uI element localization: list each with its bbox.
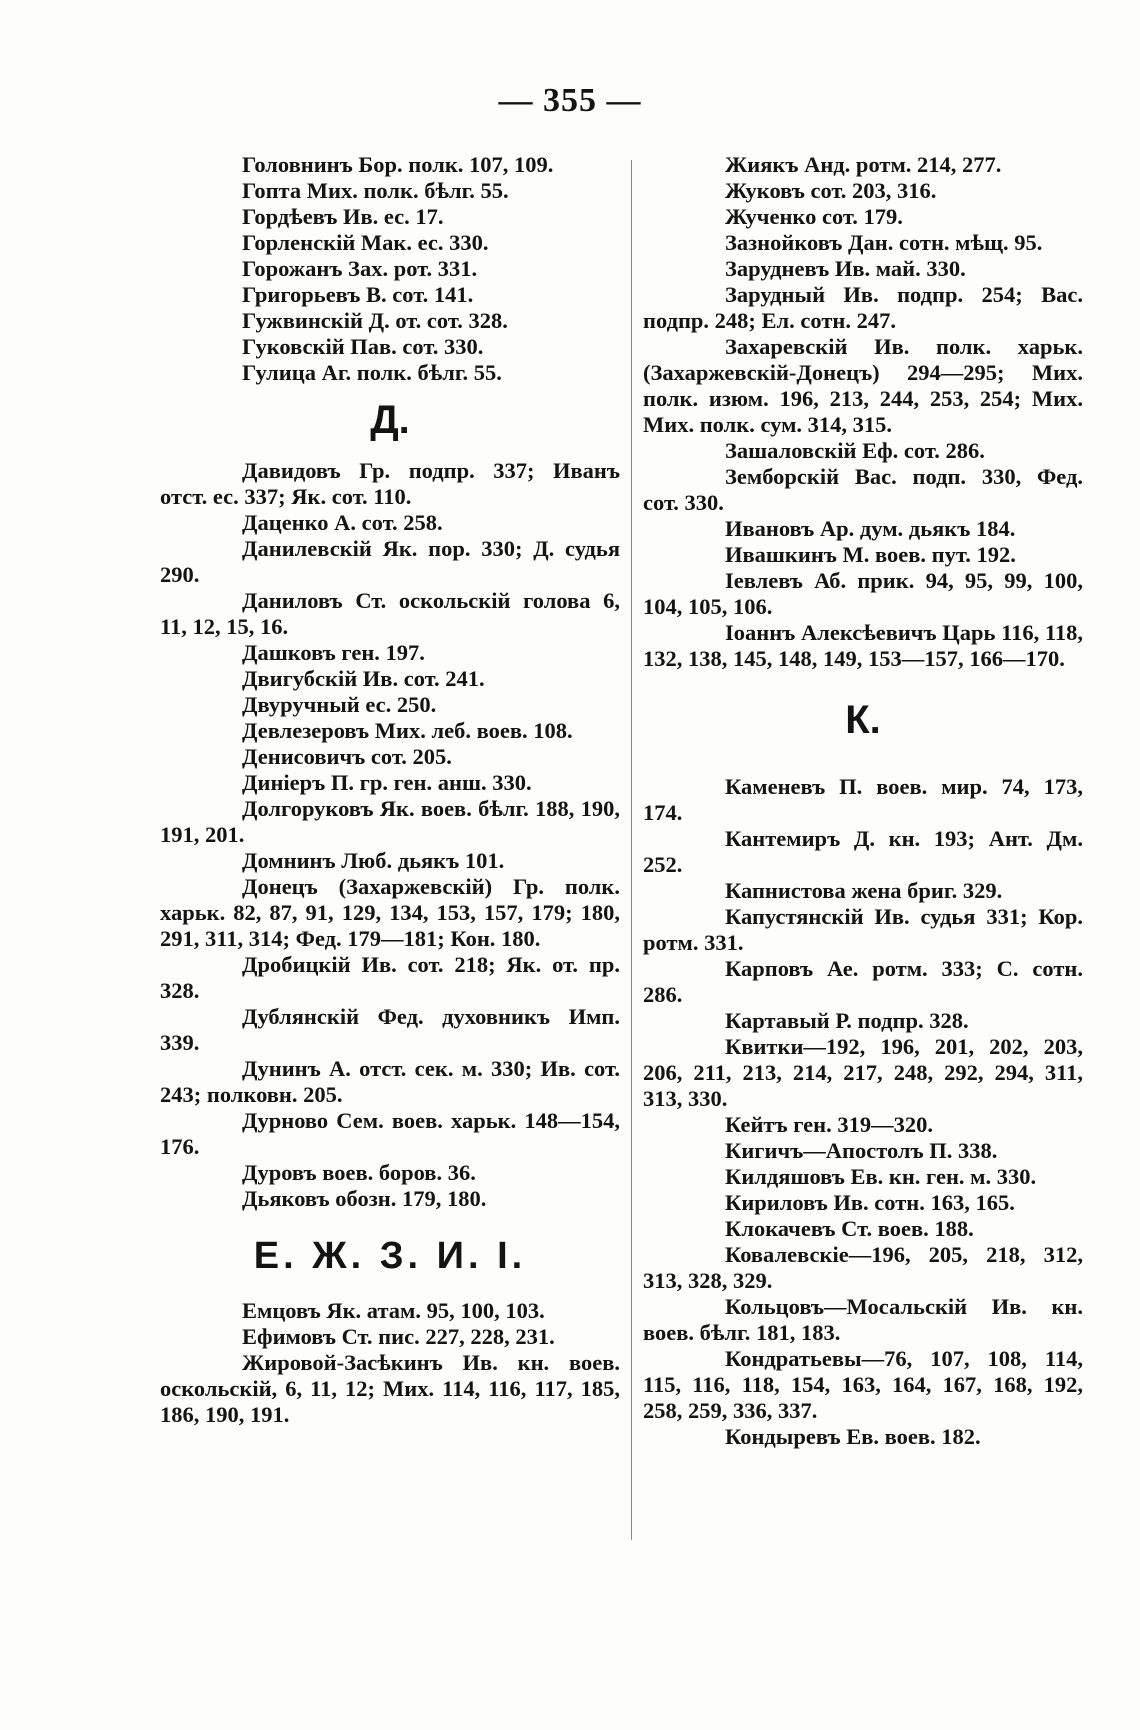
index-entry: Кантемиръ Д. кн. 193; Ант. Дм. 252.	[643, 826, 1083, 877]
left-column	[160, 152, 620, 1428]
index-entry: Двуручный ес. 250.	[242, 692, 437, 717]
index-entry: Жученко сот. 179.	[725, 204, 903, 229]
index-entry: Гордѣевъ Ив. ес. 17.	[242, 204, 444, 229]
index-entry: Ивановъ Ар. дум. дьякъ 184.	[725, 516, 1016, 541]
index-entry: Донецъ (Захаржевскій) Гр. полк. харьк. 82, 87, 91, 129, 134, 153, 157, 179; 180, 291, 311, 314; Фед. 179—181; Кон. 180.	[160, 874, 620, 951]
entries-g-group	[160, 152, 620, 386]
entries-k-group	[643, 774, 1083, 1450]
index-entry: Кондыревъ Ев. воев. 182.	[725, 1424, 981, 1449]
index-entry: Іевлевъ Аб. прик. 94, 95, 99, 100, 104, 105, 106.	[643, 568, 1083, 619]
entries-d-group	[160, 458, 620, 1212]
index-entry: Килдяшовъ Ев. кн. ген. м. 330.	[725, 1164, 1037, 1189]
index-entry: Кондратьевы—76, 107, 108, 114, 115, 116, 118, 154, 163, 164, 167, 168, 192, 258, 259, 336, 337.	[643, 1346, 1083, 1423]
index-entry: Жировой-Засѣкинъ Ив. кн. воев. оскольскій, 6, 11, 12; Мих. 114, 116, 117, 185, 186, 190, 191.	[160, 1350, 620, 1427]
index-entry: Зарудный Ив. подпр. 254; Вас. подпр. 248; Ел. сотн. 247.	[643, 282, 1083, 333]
index-entry: Головнинъ Бор. полк. 107, 109.	[242, 152, 554, 177]
index-entry: Григорьевъ В. сот. 141.	[242, 282, 474, 307]
index-entry: Диніеръ П. гр. ген. анш. 330.	[242, 770, 532, 795]
index-entry: Дробицкій Ив. сот. 218; Як. от. пр. 328.	[160, 952, 620, 1003]
index-entry: Дунинъ А. отст. сек. м. 330; Ив. сот. 243; полковн. 205.	[160, 1056, 620, 1107]
index-entry: Гопта Мих. полк. бѣлг. 55.	[242, 178, 509, 203]
index-entry: Гужвинскій Д. от. сот. 328.	[242, 308, 508, 333]
index-entry: Домнинъ Люб. дьякъ 101.	[242, 848, 505, 873]
index-entry: Кириловъ Ив. сотн. 163, 165.	[725, 1190, 1015, 1215]
index-entry: Кейтъ ген. 319—320.	[725, 1112, 933, 1137]
index-entry: Дублянскій Фед. духовникъ Имп. 339.	[160, 1004, 620, 1055]
index-entry: Жуковъ сот. 203, 316.	[725, 178, 937, 203]
index-entry: Гуковскій Пав. сот. 330.	[242, 334, 484, 359]
index-entry: Двигубскій Ив. сот. 241.	[242, 666, 485, 691]
right-column	[643, 152, 1083, 1450]
index-entry: Дашковъ ген. 197.	[242, 640, 425, 665]
index-entry: Долгоруковъ Як. воев. бѣлг. 188, 190, 191, 201.	[160, 796, 620, 847]
index-entry: Клокачевъ Ст. воев. 188.	[725, 1216, 974, 1241]
index-entry: Ковалевскіе—196, 205, 218, 312, 313, 328, 329.	[643, 1242, 1083, 1293]
index-entry: Жиякъ Анд. ротм. 214, 277.	[725, 152, 1002, 177]
index-entry: Зазнойковъ Дан. сотн. мѣщ. 95.	[725, 230, 1043, 255]
entries-zh-z-i-group	[643, 152, 1083, 672]
index-entry: Девлезеровъ Мих. леб. воев. 108.	[242, 718, 573, 743]
index-entry: Даценко А. сот. 258.	[242, 510, 443, 535]
index-entry: Давидовъ Гр. подпр. 337; Иванъ отст. ес. 337; Як. сот. 110.	[160, 458, 620, 509]
section-heading-e-i: Е. Ж. З. И. І.	[253, 1235, 527, 1277]
index-entry: Зашаловскій Еф. сот. 286.	[725, 438, 985, 463]
index-entry: Ефимовъ Ст. пис. 227, 228, 231.	[242, 1324, 555, 1349]
index-entry: Іоаннъ Алексѣевичъ Царь 116, 118, 132, 138, 145, 148, 149, 153—157, 166—170.	[643, 620, 1083, 671]
index-entry: Карповъ Ае. ротм. 333; С. сотн. 286.	[643, 956, 1083, 1007]
index-entry: Квитки—192, 196, 201, 202, 203, 206, 211, 213, 214, 217, 248, 292, 294, 311, 313, 330.	[643, 1034, 1083, 1111]
index-entry: Земборскій Вас. подп. 330, Фед. сот. 330.	[643, 464, 1083, 515]
index-entry: Кигичъ—Апостолъ П. 338.	[725, 1138, 998, 1163]
column-divider	[631, 160, 632, 1540]
index-entry: Дуровъ воев. боров. 36.	[242, 1160, 476, 1185]
index-entry: Емцовъ Як. атам. 95, 100, 103.	[242, 1298, 545, 1323]
index-entry: Захаревскій Ив. полк. харьк. (Захаржевскій-Донецъ) 294—295; Мих. полк. изюм. 196, 213, 244, 253, 254; Мих. Мих. полк. сум. 314, 315.	[643, 334, 1083, 437]
entries-e-group	[160, 1298, 620, 1428]
index-entry: Каменевъ П. воев. мир. 74, 173, 174.	[643, 774, 1083, 825]
page-number: — 355 —	[498, 82, 642, 119]
index-entry: Картавый Р. подпр. 328.	[725, 1008, 969, 1033]
index-entry: Зарудневъ Ив. май. 330.	[725, 256, 966, 281]
section-heading-d: Д.	[370, 398, 410, 442]
index-entry: Данилевскій Як. пор. 330; Д. судья 290.	[160, 536, 620, 587]
section-heading-k: К.	[845, 698, 881, 742]
index-entry: Дурново Сем. воев. харьк. 148—154, 176.	[160, 1108, 620, 1159]
index-entry: Горленскій Мак. ес. 330.	[242, 230, 489, 255]
index-entry: Капустянскій Ив. судья 331; Кор. ротм. 331.	[643, 904, 1083, 955]
index-entry: Ивашкинъ М. воев. пут. 192.	[725, 542, 1016, 567]
index-entry: Горожанъ Зах. рот. 331.	[242, 256, 478, 281]
index-entry: Даниловъ Ст. оскольскій голова 6, 11, 12, 15, 16.	[160, 588, 620, 639]
index-entry: Гулица Аг. полк. бѣлг. 55.	[242, 360, 502, 385]
index-entry: Капнистова жена бриг. 329.	[725, 878, 1003, 903]
index-entry: Кольцовъ—Мосальскій Ив. кн. воев. бѣлг. 181, 183.	[643, 1294, 1083, 1345]
index-entry: Денисовичъ сот. 205.	[242, 744, 452, 769]
index-entry: Дьяковъ обозн. 179, 180.	[242, 1186, 487, 1211]
